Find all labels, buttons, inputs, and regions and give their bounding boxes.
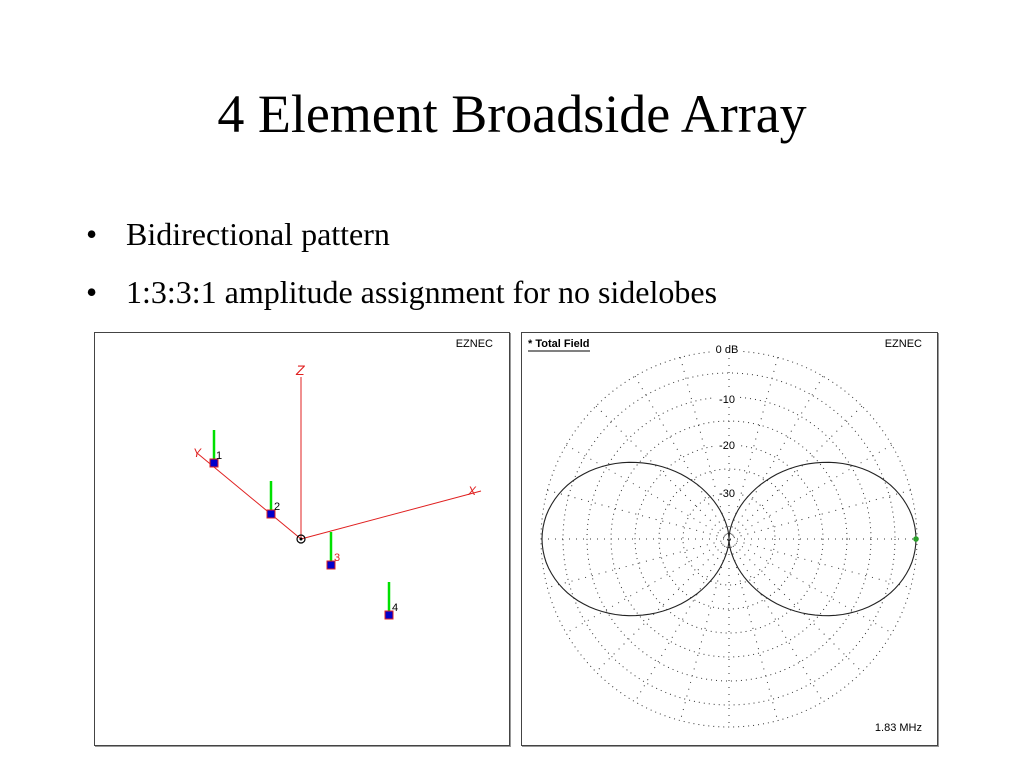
frequency-label: 1.83 MHz <box>874 722 922 734</box>
y-axis-label: Y <box>193 446 202 460</box>
bullet-text: 1:3:3:1 amplitude assignment for no sidelobes <box>126 274 718 310</box>
bullet-dot: • <box>86 274 98 310</box>
x-axis-label: X <box>468 484 477 498</box>
polar-plot <box>522 333 937 745</box>
ring-label-0db: 0 dB <box>715 344 739 356</box>
ring-label-20: -20 <box>719 440 735 452</box>
ring-label-30: -30 <box>719 488 735 500</box>
radiation-pattern-panel <box>521 332 938 746</box>
element-label: 4 <box>392 602 399 614</box>
z-axis-label: Z <box>296 362 305 378</box>
slide-title: 4 Element Broadside Array <box>217 84 807 144</box>
element-label: 1 <box>216 450 223 462</box>
antenna-geometry-panel <box>94 332 510 746</box>
x-axis <box>301 491 481 539</box>
bullet-item <box>84 263 717 321</box>
bullet-text: Bidirectional pattern <box>126 216 390 252</box>
pattern-curve <box>542 462 916 615</box>
geometry-view <box>95 333 509 745</box>
array-element-1 <box>210 430 222 467</box>
bullet-list <box>84 205 717 321</box>
bullet-dot: • <box>86 216 98 252</box>
pattern-brand-label: EZNEC <box>884 338 922 350</box>
ring-label-10: -10 <box>719 394 735 406</box>
element-label: 3 <box>334 552 341 564</box>
geometry-brand-label: EZNEC <box>455 338 493 350</box>
bullet-item <box>84 205 717 263</box>
max-gain-marker <box>913 536 919 542</box>
array-element-3 <box>327 532 340 569</box>
pattern-title: * Total Field <box>528 338 590 350</box>
array-element-2 <box>267 481 280 518</box>
element-label: 2 <box>274 501 281 513</box>
array-element-4 <box>385 582 398 619</box>
